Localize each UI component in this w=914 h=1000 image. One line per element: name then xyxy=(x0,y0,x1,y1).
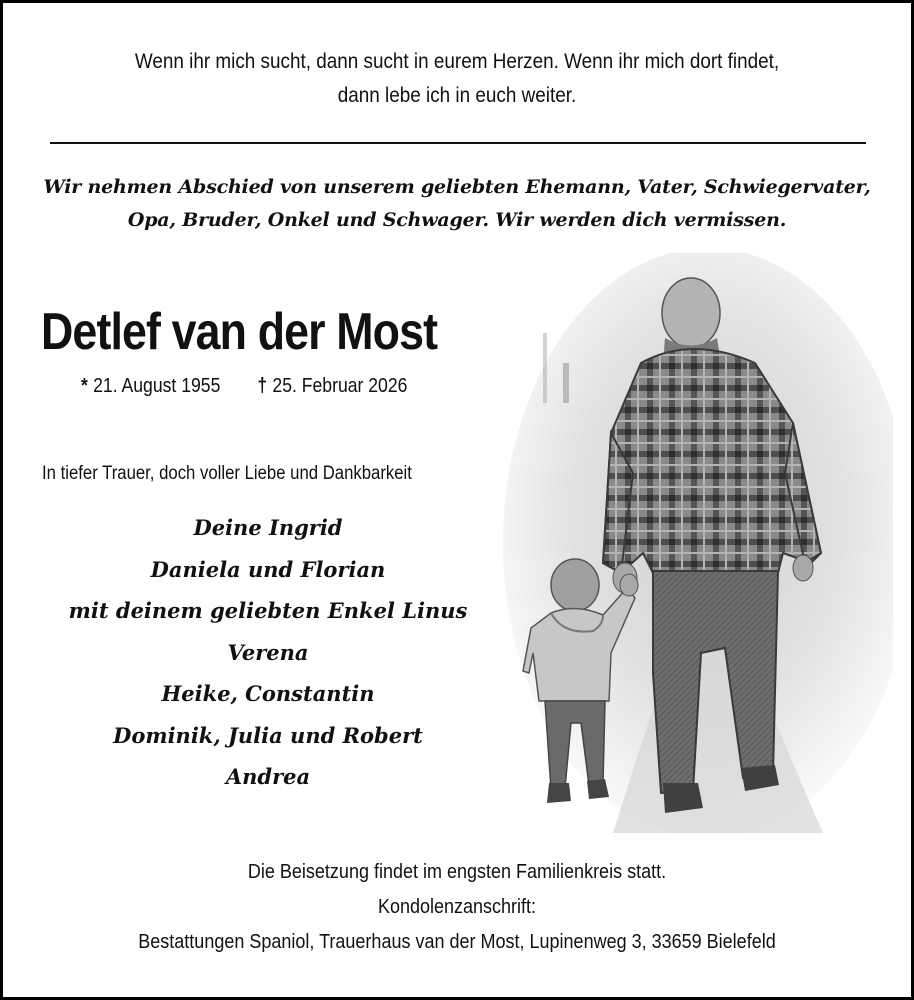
quote-line-2: dann lebe ich in euch weiter. xyxy=(337,84,577,107)
family-member: Verena xyxy=(227,639,309,665)
family-list xyxy=(63,507,473,798)
condolence-address: Bestattungen Spaniol, Trauerhaus van der Most, Lupinenweg 3, 33659 Bielefeld xyxy=(138,931,776,953)
farewell-line-1: Wir nehmen Abschied von unserem geliebten Ehemann, Vater, Schwiegervater, xyxy=(43,176,871,198)
condolence-label: Kondolenzanschrift: xyxy=(377,896,537,918)
deceased-name: Detlef van der Most xyxy=(41,303,438,361)
divider-line xyxy=(50,142,866,144)
quote-line-1: Wenn ihr mich sucht, dann sucht in eurem Herzen. Wenn ihr mich dort findet, xyxy=(134,50,780,73)
family-member: Andrea xyxy=(225,764,311,789)
grandfather-and-child-drawing xyxy=(493,253,893,833)
family-member: Deine Ingrid xyxy=(193,515,343,540)
farewell-line-2: Opa, Bruder, Onkel und Schwager. Wir werden dich vermissen. xyxy=(127,209,787,231)
burial-note: Die Beisetzung findet im engsten Familienkreis statt. xyxy=(247,861,667,883)
mourning-line: In tiefer Trauer, doch voller Liebe und Dankbarkeit xyxy=(42,463,412,484)
family-member: mit deinem geliebten Enkel Linus xyxy=(68,598,468,623)
footer-info xyxy=(84,855,829,960)
family-member: Daniela und Florian xyxy=(150,556,386,582)
life-dates xyxy=(81,371,407,401)
death-date: 25. Februar 2026 xyxy=(272,375,408,397)
family-member: Dominik, Julia und Robert xyxy=(113,722,423,748)
birth-symbol: * xyxy=(81,375,88,397)
opening-quote xyxy=(84,45,829,113)
birth-date: 21. August 1955 xyxy=(93,375,221,397)
farewell-text xyxy=(33,171,881,237)
family-member: Heike, Constantin xyxy=(161,681,375,706)
death-cross-icon: † xyxy=(257,375,268,397)
